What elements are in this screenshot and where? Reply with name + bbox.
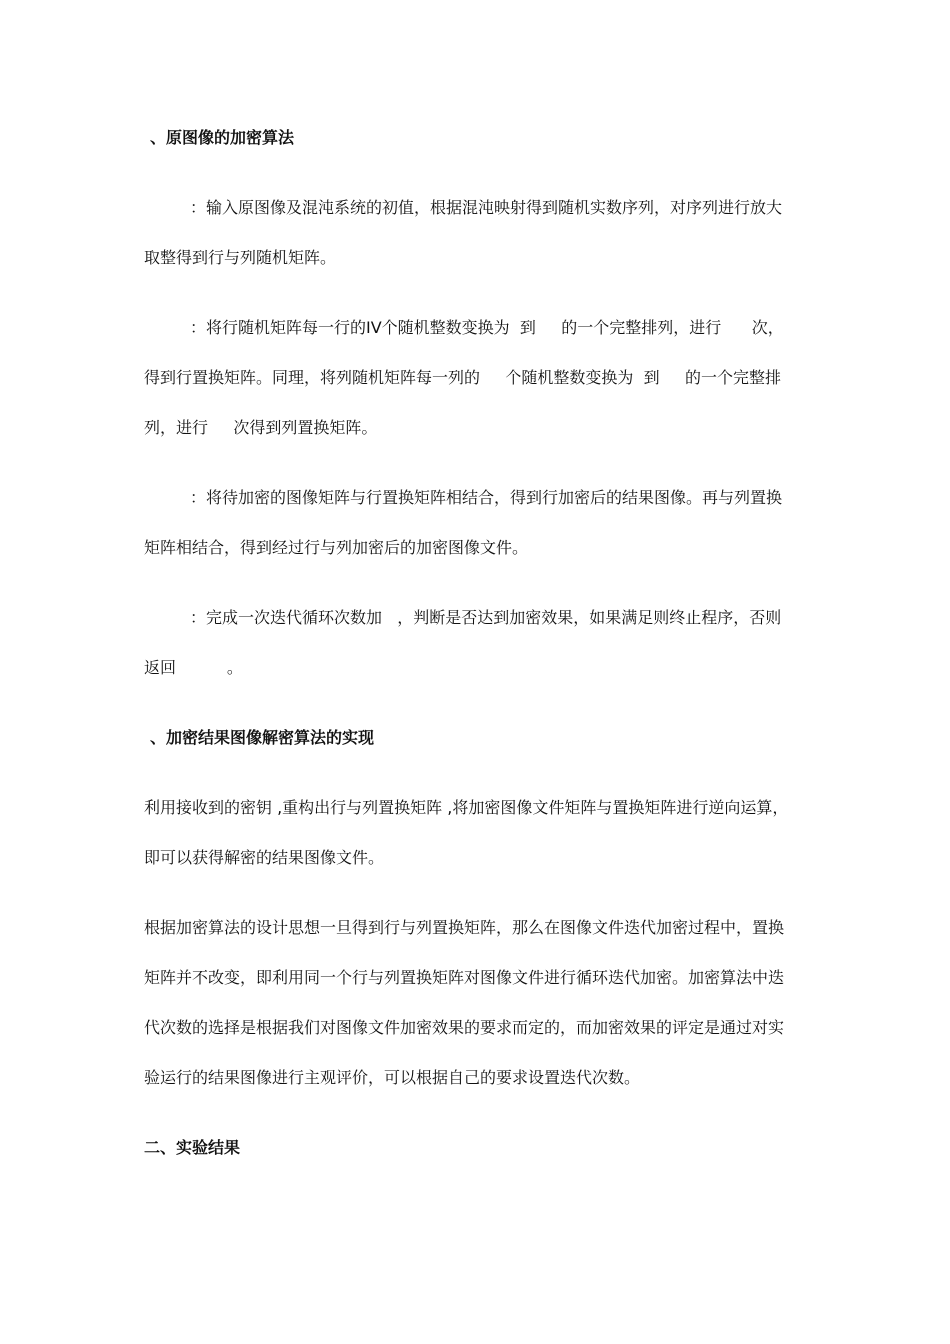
decrypt-para2-line4: 验运行的结果图像进行主观评价，可以根据自己的要求设置迭代次数。	[144, 1068, 641, 1087]
decrypt-para2-line2: 矩阵并不改变，即利用同一个行与列置换矩阵对图像文件进行循环迭代加密。加密算法中迭	[144, 968, 785, 987]
decrypt-para1-line1: 利用接收到的密钥 ,重构出行与列置换矩阵 ,将加密图像文件矩阵与置换矩阵进行逆向运算，	[144, 798, 789, 817]
step3-line2: 矩阵相结合，得到经过行与列加密后的加密图像文件。	[144, 538, 529, 557]
step2-line3: 列，进行 次得到列置换矩阵。	[144, 418, 378, 437]
step3-line1: ：将待加密的图像矩阵与行置换矩阵相结合，得到行加密后的结果图像。再与列置换	[190, 488, 783, 507]
step4-line1: ：完成一次迭代循环次数加 ，判断是否达到加密效果，如果满足则终止程序，否则	[190, 608, 782, 627]
step2-line1: ：将行随机矩阵每一行的IV个随机整数变换为 到 的一个完整排列，进行 次，	[190, 318, 784, 337]
step4-line2: 返回 。	[144, 658, 243, 677]
section-heading-decryption: 、加密结果图像解密算法的实现	[150, 728, 375, 747]
step1-line1: ：输入原图像及混沌系统的初值，根据混沌映射得到随机实数序列，对序列进行放大	[190, 198, 783, 217]
section-heading-results: 二、实验结果	[144, 1138, 241, 1157]
decrypt-para2-line1: 根据加密算法的设计思想一旦得到行与列置换矩阵，那么在图像文件迭代加密过程中，置换	[144, 918, 785, 937]
step2-line2: 得到行置换矩阵。同理，将列随机矩阵每一列的 个随机整数变换为 到 的一个完整排	[144, 368, 782, 387]
section-heading-encryption: 、原图像的加密算法	[150, 128, 295, 147]
decrypt-para2-line3: 代次数的选择是根据我们对图像文件加密效果的要求而定的，而加密效果的评定是通过对实	[144, 1018, 785, 1037]
decrypt-para1-line2: 即可以获得解密的结果图像文件。	[144, 848, 385, 867]
step1-line2: 取整得到行与列随机矩阵。	[144, 248, 337, 267]
